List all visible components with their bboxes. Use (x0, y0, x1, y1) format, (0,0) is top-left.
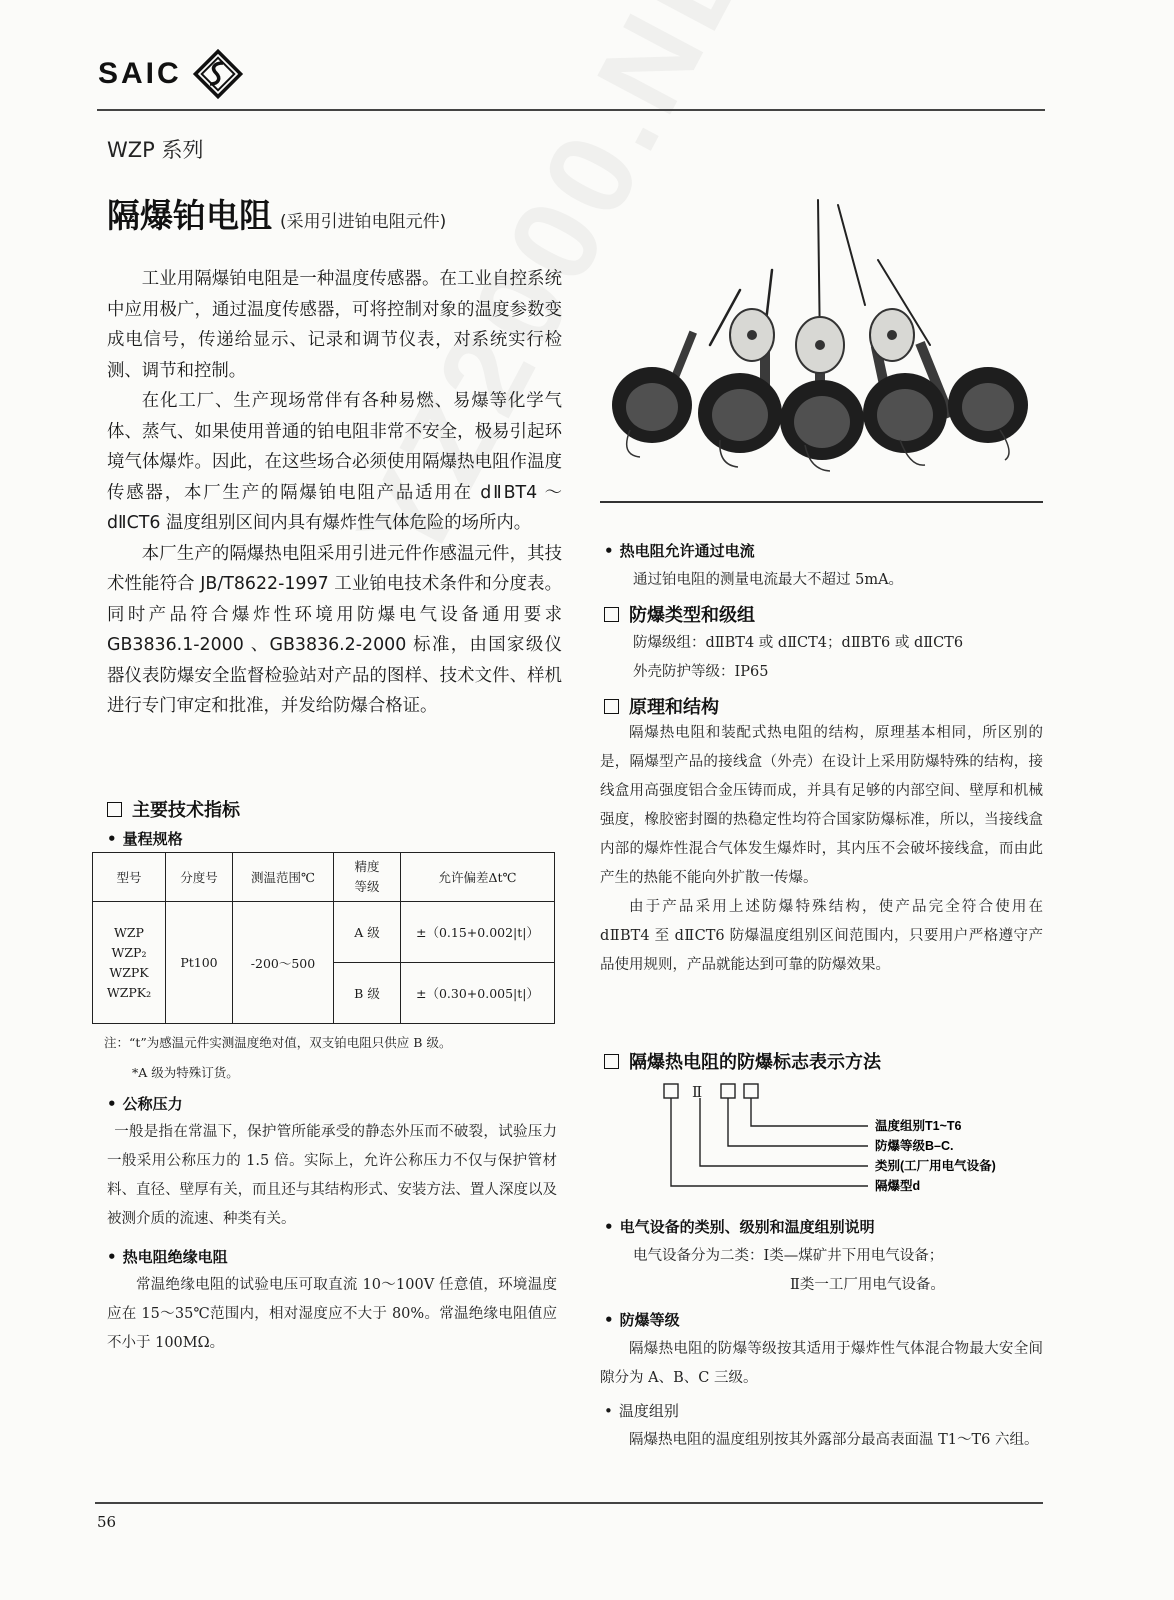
intro-paragraph: 工业用隔爆铂电阻是一种温度传感器。在工业自控系统中应用极广，通过温度传感器，可将控制对象的温度参数变成电信号，传递给显示、记录和调节仪表，对系统实行检测、调节和控制。 (107, 269, 562, 381)
grade-cell: B 级 (334, 963, 401, 1024)
insulation-text (107, 1271, 557, 1358)
photo-divider (600, 501, 1043, 503)
current-paragraph: 通过铂电阻的测量电流最大不超过 5mA。 (633, 572, 904, 588)
col-tolerance: 允许偏差Δt℃ (401, 853, 555, 902)
title-main: 隔爆铂电阻 (107, 196, 272, 235)
section-marking-heading (604, 1048, 881, 1074)
explosion-group-line: 防爆级组：dⅡBT4 或 dⅡCT4；dⅡBT6 或 dⅡCT6 (633, 635, 964, 651)
intro-paragraph: 在化工厂、生产现场常伴有各种易燃、易爆等化学气体、蒸气、如果使用普通的铂电阻非常不安全，极易引起环境气体爆炸。因此，在这些场合必须使用隔爆热电阻作温度传感器，本厂生产的隔爆铂电阻产品适用在 dⅡBT4 ～dⅡCT6 温度组别区间内具有爆炸性气体危险的场所内。 (107, 391, 562, 533)
series-label: WZP 系列 (107, 138, 204, 162)
table-note-order: *A 级为特殊订货。 (132, 1065, 239, 1080)
principle-paragraph: 隔爆热电阻和装配式热电阻的结构，原理基本相同，所区别的是，隔爆型产品的接线盒（外壳）在设计上采用防爆特殊的结构，接线盒用高强度铝合金压铸而成，并具有足够的内部空间、壁厚和机械强度，橡胶密封圈的热稳定性均符合国家防爆标准，所以，当接线盒内部的爆炸性混合气体发生爆炸时，其内压不会破坏接线盒，而由此产生的热能不能向外扩散一传爆。 (600, 725, 1043, 886)
bullet-title: 热电阻绝缘电阻 (122, 1248, 228, 1266)
col-model: 型号 (93, 853, 166, 902)
pressure-text (107, 1118, 557, 1234)
categories-heading: • 电气设备的类别、级别和温度组别说明 (604, 1218, 875, 1236)
insulation-heading: • 热电阻绝缘电阻 (107, 1248, 228, 1266)
marking-box (744, 1084, 758, 1098)
grade-text (600, 1335, 1043, 1393)
model-name: WZP (114, 924, 144, 940)
table-header-row (93, 853, 555, 902)
categories-text (604, 1242, 1044, 1300)
bullet-title: 防爆等级 (619, 1311, 680, 1329)
enclosure-protection-line: 外壳防护等级：IP65 (633, 664, 769, 680)
header-divider (97, 109, 1045, 111)
legend-category: 类别(工厂用电气设备) (875, 1159, 996, 1173)
logo-text: SAIC (98, 57, 182, 90)
section-explosion-type-heading (604, 601, 755, 627)
category-line: Ⅱ类一工厂用电气设备。 (790, 1277, 945, 1293)
model-name: WZPK (109, 964, 149, 980)
footer-divider (95, 1502, 1043, 1504)
current-heading: • 热电阻允许通过电流 (604, 542, 755, 560)
model-name: WZPK₂ (106, 984, 152, 1000)
temp-group-heading: • 温度组别 (604, 1402, 679, 1420)
legend-flameproof-type: 隔爆型d (875, 1179, 921, 1193)
grade-paragraph: 隔爆热电阻的防爆等级按其适用于爆炸性气体混合物最大安全间隙分为 A、B、C 三级。 (600, 1341, 1043, 1386)
range-cell: -200～500 (233, 902, 334, 1024)
current-text (604, 566, 1044, 595)
table-note: 注：“t”为感温元件实测温度绝对值，双支铂电阻只供应 B 级。 (104, 1035, 452, 1050)
section-title: 隔爆热电阻的防爆标志表示方法 (629, 1052, 881, 1073)
intro-text (107, 264, 562, 722)
tolerance-cell: ±（0.15+0.002|t|） (401, 902, 555, 963)
spec-table (92, 852, 555, 1024)
principle-text (600, 719, 1043, 980)
tolerance-cell: ±（0.30+0.005|t|） (401, 963, 555, 1024)
section-title: 防爆类型和级组 (629, 605, 755, 626)
page-number: 56 (97, 1513, 117, 1531)
section-specs-heading (107, 796, 240, 822)
section-title: 主要技术指标 (132, 800, 240, 821)
col-graduation: 分度号 (166, 853, 233, 902)
model-name: WZP₂ (111, 944, 147, 960)
model-cell (93, 902, 166, 1024)
checkbox-square-icon (107, 802, 122, 817)
range-heading: • 量程规格 (107, 830, 183, 848)
temp-group-paragraph: 隔爆热电阻的温度组别按其外露部分最高表面温 T1～T6 六组。 (629, 1432, 1039, 1448)
section-title: 原理和结构 (629, 697, 719, 718)
section-principle-heading (604, 693, 719, 719)
pressure-heading: • 公称压力 (107, 1095, 183, 1113)
marking-box (664, 1084, 678, 1098)
page-title (107, 190, 446, 237)
temp-group-text (600, 1426, 1043, 1455)
legend-explosion-grade: 防爆等级B–C. (875, 1139, 954, 1153)
grade-heading: • 防爆等级 (604, 1311, 680, 1329)
bullet-title: 电气设备的类别、级别和温度组别说明 (619, 1218, 875, 1236)
title-subtitle: (采用引进铂电阻元件) (280, 212, 447, 232)
category-line: 电气设备分为二类：Ⅰ类—煤矿井下用电气设备； (633, 1248, 944, 1264)
checkbox-square-icon (604, 1054, 619, 1069)
saic-logo (98, 48, 244, 100)
col-grade: 精度 等级 (334, 853, 401, 902)
graduation-cell: Pt100 (166, 902, 233, 1024)
legend-temperature-group: 温度组别T1~T6 (875, 1119, 962, 1133)
pressure-paragraph: 一般是指在常温下，保护管所能承受的静态外压而不破裂，试验压力一般采用公称压力的 1.5 倍。实际上，允许公称压力不仅与保护管材料、直径、壁厚有关，而且还与其结构形式、安装方法、置人深度以及被测介质的流速、种类有关。 (107, 1124, 557, 1227)
grade-cell: A 级 (334, 902, 401, 963)
insulation-paragraph: 常温绝缘电阻的试验电压可取直流 10～100V 任意值，环境温度应在 15～35℃范围内，相对湿度应不大于 80%。常温绝缘电阻值应不小于 100MΩ。 (107, 1277, 557, 1351)
explosion-type-text (604, 629, 1044, 687)
checkbox-square-icon (604, 607, 619, 622)
checkbox-square-icon (604, 699, 619, 714)
saic-emblem-icon (192, 48, 244, 100)
marking-box (721, 1084, 735, 1098)
marking-diagram (600, 1078, 1045, 1203)
col-range: 测温范围℃ (233, 853, 334, 902)
bullet-title: 热电阻允许通过电流 (619, 542, 755, 560)
bullet-title: 公称压力 (122, 1095, 183, 1113)
bullet-title: 量程规格 (122, 830, 183, 848)
principle-paragraph: 由于产品采用上述防爆特殊结构，使产品完全符合使用在 dⅡBT4 至 dⅡCT6 防爆温度组别区间范围内，只要用户严格遵守产品使用规则，产品就能达到可靠的防爆效果。 (600, 899, 1043, 973)
table-row (93, 902, 555, 963)
marking-roman-two: Ⅱ (692, 1083, 703, 1101)
product-photo (600, 195, 1045, 485)
intro-paragraph: 本厂生产的隔爆热电阻采用引进元件作感温元件，其技术性能符合 JB/T8622-1997 工业铂电技术条件和分度表。同时产品符合爆炸性环境用防爆电气设备通用要求 GB3836.1-2000 、GB3836.2-2000 标准，由国家级仪器仪表防爆安全监督检验站对产品的图样、技术文件、样机进行专门审定和批准，并发给防爆合格证。 (107, 543, 562, 716)
bullet-title: 温度组别 (618, 1402, 679, 1420)
